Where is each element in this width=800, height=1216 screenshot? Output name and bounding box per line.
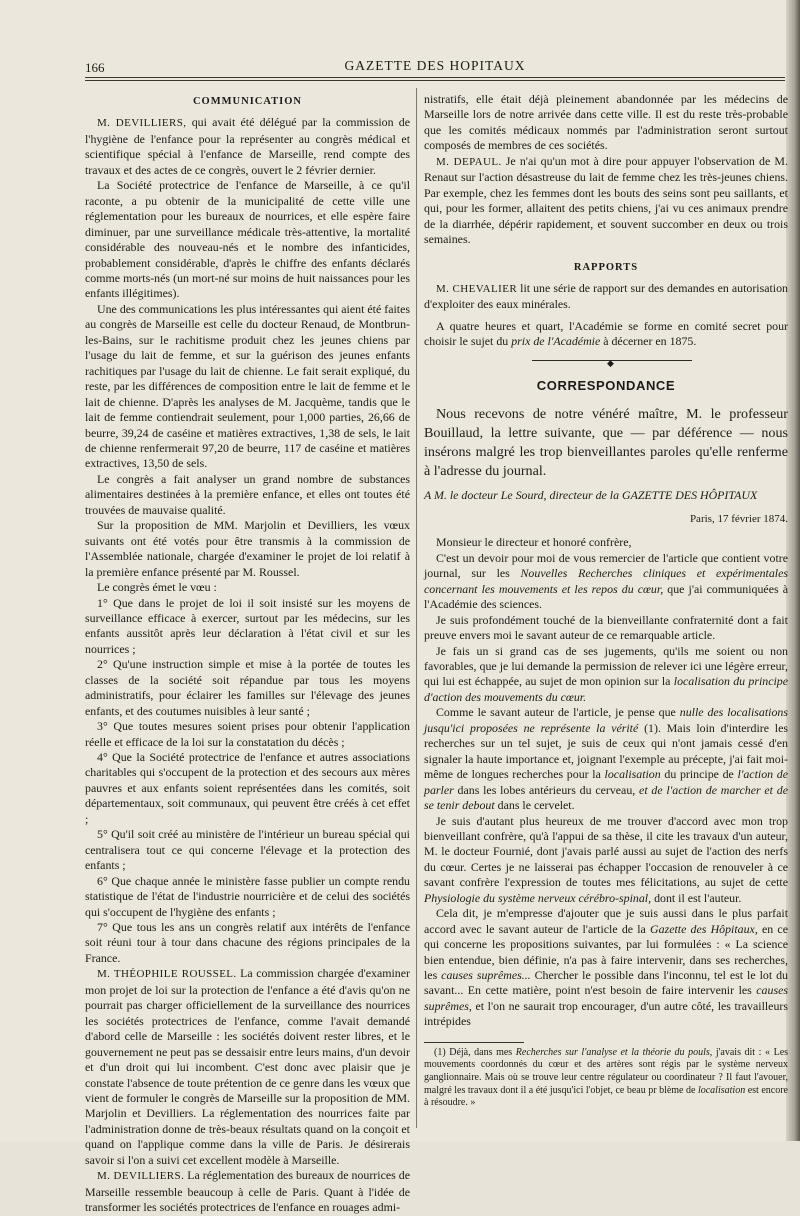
paragraph xyxy=(85,1168,410,1215)
paragraph-text: en ce qui concerne les propositions suivantes, par lui formulées : « La science bien entendue, bien définie, n'a pas à faire intervenir, dans ses recherches, les xyxy=(424,921,788,983)
section-heading-correspondance: CORRESPONDANCE xyxy=(536,377,676,393)
paragraph-text: La commission chargée d'examiner mon projet de loi sur la protection de l'enfance a été d'avis qu'on ne pourrait pas charger officiellement de la surveillance des nourrices les sociétés protectrices de l'enfance, comme l'avait demandé d'abord celle de Marseille : les sociétés doivent rester libres, et le gouvernement ne peut pas se dessaisir entre leurs mains, d'un devoir et d'un droit qui lui incombent. C'est donc avec plaisir que je constate l'absence de toute prétention de ce genre dans les vœux que vient de formuler le congrès de Marseille sur la proposition de MM. Marjolin et Devilliers. La réglementation des nourrices faite par l'administration donne de très-beaux résultats quand on la conçoit et quand on l'applique comme dans la ville de Paris. Je désirerais savoir si l'on a suivi cet excellent modèle à Marseille. xyxy=(85,966,410,1167)
paragraph-text: qui avait été délégué par la commission de l'hygiène de l'enfance pour la représenter au congrès médical et scientifique spécial à l'enfance de Marseille, rend compte des travaux et des actes de ce congrès, ouvert le 2 février dernier. xyxy=(85,115,410,177)
emphasis-text: Nouvelles Recherches cliniques et expérimentales concernant les mouvements et les repos du cœur, xyxy=(424,566,789,596)
resolution-item: 1° Que dans le projet de loi il soit insisté sur les moyens de surveillance efficace à exercer, surtout par les médecins, sur les enfants aussitôt après leur déclaration à l'état civil et sur les nourrices ; xyxy=(85,595,410,656)
paragraph: Une des communications les plus intéressantes qui aient été faites au congrès de Marseille est celle du docteur Renaud, de Montbrun-les-Bains, sur le rachitisme produit chez les jeunes chiens par l'usage du lait de femme, et sur la guérison des jeunes enfants rachitiques par l'usage du lait de chienne. Le fait serait expliqué, du reste, par les différences de composition entre le lait de femme et le lait de chienne. D'après les analyses de M. Jacquème, tandis que le lait de femme contiendrait seulement, pour 1,000 parties, 26,66 de beurre, 39,24 de caséine et matières extractives, 1,38 de sels, le lait de chienne renfermerait 97,20 de beurre, 117 de caséine et matières extractives, 13,50 de sels. xyxy=(85,301,410,471)
letter-paragraph xyxy=(424,814,788,907)
paragraph: Le congrès émet le vœu : xyxy=(97,580,217,595)
paragraph-text: A quatre heures et quart, l'Académie se forme en comité secret pour choisir le sujet du xyxy=(424,318,788,349)
paragraph-text: C'est un devoir pour moi de vous remercier de l'article que contient votre journal, sur les xyxy=(424,550,788,581)
paragraph-text: à décerner en 1875. xyxy=(603,334,697,349)
paragraph: La Société protectrice de l'enfance de Marseille, à ce qu'il raconte, a pu obtenir de la municipalité de cette ville une réglementation pour les bureaux de nourrices, et elle espère faire diminuer, par une surveillance médicale très-attentive, la mortalité considérable des nouveau-nés et le nombre des infanticides, probablement considérable, d'après le chiffre des enfants déclarés comme morts-nés (un mort-né sur moins de huit naissances pour les enfants illégitimes). xyxy=(85,178,410,301)
paragraph-text: Comme le savant auteur de l'article, je pense que xyxy=(436,705,676,720)
speaker-name: M. DEPAUL. xyxy=(436,155,502,168)
resolution-item: 2° Qu'une instruction simple et mise à la portée de toutes les classes de la société soit répandue par tous les moyens administratifs, pour éclairer les familles sur l'élevage des jeunes enfants, et des coutumes nuisibles à leur santé ; xyxy=(85,657,410,718)
paragraph xyxy=(85,966,410,1168)
footnote-text: est encore à résoudre. » xyxy=(424,1084,788,1109)
paragraph xyxy=(424,319,788,350)
emphasis-text: Recherches sur l'analyse et la théorie du pouls, xyxy=(515,1046,713,1058)
resolution-item: 6° Que chaque année le ministère fasse publier un compte rendu statistique de l'état de l'industrie nourricière et de celui des sociétés qui s'occupent de l'hygiène des enfants ; xyxy=(85,873,410,919)
letter-paragraph xyxy=(424,551,788,613)
footnote-rule xyxy=(424,1042,524,1043)
emphasis-text: et de l'action de marcher et de se tenir debout xyxy=(424,782,788,813)
paragraph-text: Chercher le possible dans l'inconnu, tel est le lot du savant... En cette matière, point n'est besoin de faire intervenir les xyxy=(424,968,788,998)
ornamental-rule: ◆ xyxy=(424,354,788,368)
section-heading-communication: COMMUNICATION xyxy=(192,96,303,107)
right-column xyxy=(424,92,788,1110)
paragraph-text: Je n'ai qu'un mot à dire pour appuyer l'observation de M. Renaut sur l'action désastreuse du lait de femme chez les très-jeunes chiens. Par exemple, chez les femmes dont les bouts des seins sont peu saillants, et qui, pour les former, allaitent des petits chiens, j'ai vu ces animaux prendre de la diarrhée, dépérir rapidement, et souvent succomber en deux ou trois semaines. xyxy=(424,153,788,247)
letter-paragraph xyxy=(424,644,788,706)
emphasis-text: localisation xyxy=(604,767,661,782)
letter-paragraph xyxy=(424,705,788,813)
paragraph: nistratifs, elle était déjà pleinement abandonnée par les médecins de Marseille lors de notre arrivée dans cette ville. Il est du reste très-probable que les comités médicaux nommés par l'administration seront surtout composés de membres de ces sociétés. xyxy=(424,92,788,153)
journal-title: GAZETTE DES HOPITAUX xyxy=(344,58,526,73)
paragraph-text: Cela dit, je m'empresse d'ajouter que je suis aussi dans le plus parfait accord avec le savant auteur de l'article de la xyxy=(424,906,788,936)
resolution-item: 7° Que tous les ans un congrès relatif aux intérêts de l'enfance soit réuni tour à tour dans chacune des régions principales de la France. xyxy=(85,920,410,965)
speaker-name: M. DEVILLIERS, xyxy=(97,117,187,130)
resolution-item: 5° Qu'il soit créé au ministère de l'intérieur un bureau spécial qui centralisera tout ce qui concerne l'élevage et la protection des enfants ; xyxy=(85,827,410,873)
editor-intro: Nous recevons de notre vénéré maître, M. le professeur Bouillaud, la lettre suivante, que — par déférence — nous insérons malgré les trop bienveillantes paroles qu'elle renferme à l'adresse du journal. xyxy=(424,406,788,479)
paragraph-text: du principe de xyxy=(664,767,734,782)
emphasis-text: prix de l'Académie xyxy=(511,334,601,349)
paragraph-text: que j'ai communiquées à l'Académie des sciences. xyxy=(424,581,788,612)
paragraph-text: (1). Mais loin d'interdire les recherches sur un tel sujet, je suis de ceux qui n'ont jamais cessé d'en signaler la haute importance et, joignant l'exemple au précepte, j'ai fait moi-même de longues recherches pour la xyxy=(424,720,788,782)
letter-paragraph xyxy=(424,906,788,1030)
emphasis-text: l'action de parler xyxy=(424,767,788,797)
footnote xyxy=(424,1047,788,1110)
paragraph: Le congrès a fait analyser un grand nombre de substances alimentaires destinées à la première enfance, et elles ont toutes été trouvées de mauvaise qualité. xyxy=(85,471,410,517)
page-number: 166 xyxy=(85,60,105,75)
emphasis-text: Gazette des Hôpitaux, xyxy=(650,921,758,936)
emphasis-text: nulle des localisations jusqu'ici proposées ne représente la vérité xyxy=(424,705,788,735)
emphasis-text: causes suprêmes, xyxy=(424,983,788,1013)
speaker-name: M. CHEVALIER xyxy=(436,282,518,295)
paragraph-text: Je suis d'autant plus heureux de me trouver d'accord avec mon trop bienveillant confrère, qu'à l'appui de sa thèse, il cite les travaux d'un auteur, M. le docteur Fournié, dont j'avais parlé aussi au sujet de l'action des nerfs du cœur. Certes je ne laisserai pas échapper l'occasion de renouveler à ce savant confrère l'expression de toutes mes félicitations, au sujet de cette xyxy=(424,813,788,890)
paragraph xyxy=(424,154,788,248)
letter-address: A M. le docteur Le Sourd, directeur de la GAZETTE DES HÔPITAUX xyxy=(424,488,758,503)
emphasis-text: localisation xyxy=(697,1084,746,1096)
letter-salutation: Monsieur le directeur et honoré confrère, xyxy=(436,535,632,550)
paragraph-text: Je fais un si grand cas de ses jugements, qu'ils me soient ou non favorables, que je lui demande la permission de relever ici une légère erreur, qui lui est échappée, au sujet de mon opinion sur la xyxy=(424,643,788,689)
footnote-text: (1) Déjà, dans mes xyxy=(434,1046,513,1058)
paragraph-text: dans les lobes antérieurs du cerveau, xyxy=(457,782,636,797)
paragraph: Sur la proposition de MM. Marjolin et Devilliers, les vœux suivants ont été votés pour être transmis à la commission de l'Assemblée nationale, chargée d'examiner le projet de loi relatif à la première enfance présenté par M. Roussel. xyxy=(85,518,410,579)
paragraph xyxy=(85,115,410,178)
paragraph-text: La réglementation des bureaux de nourrices de Marseille ressemble beaucoup à celle de Paris. Quant à l'idée de transformer les sociétés protectrices de l'enfance en rouages admi- xyxy=(85,1168,410,1215)
speaker-name: M. DEVILLIERS. xyxy=(97,1170,185,1183)
header-rule xyxy=(85,77,785,81)
footnote-text: j'avais dit : « Les mouvements coordonnés du cœur et des artères sont régis par le système nerveux ganglionnaire. Mais où se trouve leur centre régulateur ou coordinateur ? Il faut l'avouer, malgré les travaux dont il a été jusqu'ici l'objet, ce beau pr blème de xyxy=(424,1046,789,1096)
resolution-item: 3° Que toutes mesures soient prises pour obtenir l'application réelle et efficace de la loi sur la constatation du décès ; xyxy=(85,719,410,749)
left-column xyxy=(85,92,410,1216)
paragraph xyxy=(424,281,788,313)
section-heading-rapports: RAPPORTS xyxy=(573,261,639,273)
emphasis-text: localisation du principe d'action des mouvements du cœur. xyxy=(424,674,788,704)
column-divider xyxy=(416,88,417,1128)
letter-paragraph: Je suis profondément touché de la bienveillante confraternité dont a fait preuve envers moi le savant auteur de ce remarquable article. xyxy=(424,612,788,643)
paragraph-text: lit une série de rapport sur des demandes en autorisation d'exploiter des eaux minérales. xyxy=(424,280,788,312)
emphasis-text: Physiologie du système nerveux cérébro-spinal, xyxy=(424,890,652,905)
emphasis-text: causes suprêmes... xyxy=(441,968,531,983)
speaker-name: M. THÉOPHILE ROUSSEL. xyxy=(97,968,237,981)
resolution-item: 4° Que la Société protectrice de l'enfance et autres associations charitables qui s'occupent de la protection et des secours aux mères pauvres et aux enfants soient représentées dans les comités, soit départementaux, soit communaux, qui peuvent être créés à cet effet ; xyxy=(85,750,410,826)
paragraph-text: et l'on ne saurait trop encourager, d'un autre côté, les travailleurs intrépides xyxy=(424,998,788,1029)
page-edge-shadow xyxy=(786,0,800,1141)
letter-dateline: Paris, 17 février 1874. xyxy=(689,512,788,525)
paragraph-text: dans le cervelet. xyxy=(497,798,575,813)
paragraph-text: dont il est l'auteur. xyxy=(654,890,742,905)
